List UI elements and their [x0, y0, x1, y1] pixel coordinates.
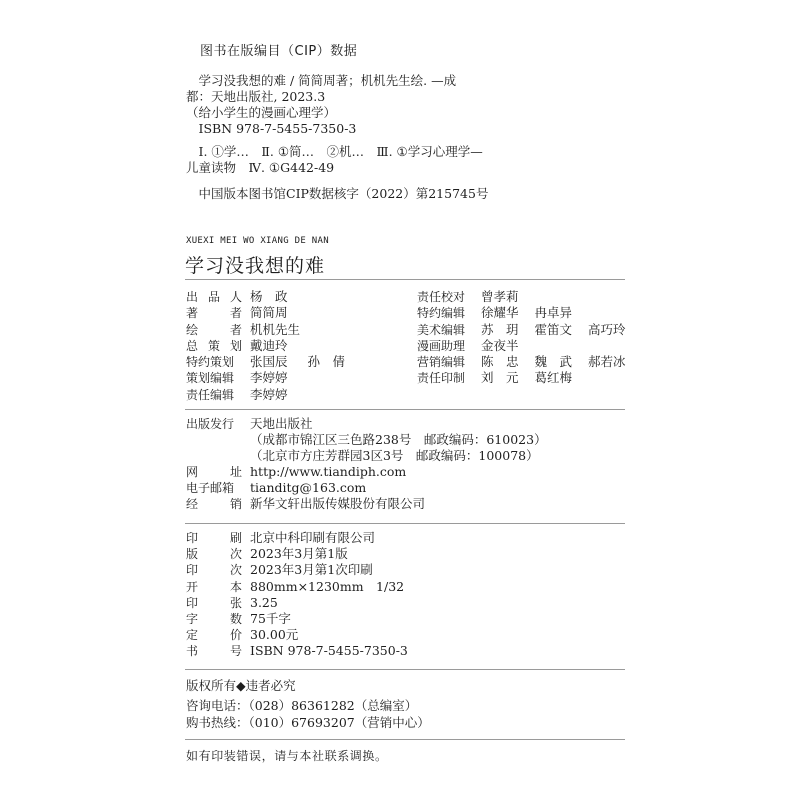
- person-name: 李婷婷: [250, 370, 288, 386]
- label-char: 电子邮箱: [186, 481, 235, 495]
- info-row: [186, 627, 408, 643]
- person-name: 简简周: [250, 305, 288, 321]
- cip-line: 学习没我想的难 / 简简周著；机机先生绘. —成: [186, 73, 457, 88]
- label-char: 策划编辑: [186, 371, 235, 386]
- info-label: [417, 338, 473, 354]
- info-value: 30.00元: [250, 627, 299, 643]
- person-name: 李婷婷: [250, 386, 288, 402]
- cip-heading: 图书在版编目（CIP）数据: [200, 44, 358, 59]
- label-char: 者: [229, 322, 242, 337]
- person-name: 戴迪玲: [250, 337, 288, 353]
- info-row: [417, 289, 626, 305]
- person-name: 魏 武: [534, 354, 573, 370]
- info-value: [250, 289, 288, 305]
- person-name: 徐耀华: [481, 305, 519, 321]
- book-title: 学习没我想的难: [185, 255, 326, 277]
- info-row: [186, 448, 547, 464]
- label-char: 责任印制: [417, 371, 466, 386]
- info-value: [481, 370, 572, 386]
- label-char: 出版发行: [186, 417, 235, 431]
- copyright-notice: 版权所有◆违者必究: [186, 678, 296, 693]
- info-row: [186, 643, 408, 659]
- label-char: 号: [229, 644, 242, 659]
- info-value: 北京中科印刷有限公司: [250, 530, 376, 545]
- person-name: 金夜半: [481, 337, 519, 353]
- divider: [185, 409, 625, 410]
- label-char: 价: [229, 628, 242, 643]
- label-char: 营销编辑: [417, 355, 466, 370]
- info-value: 天地出版社: [250, 416, 313, 431]
- info-row: [186, 611, 408, 627]
- label-char: 责任校对: [417, 290, 466, 304]
- person-name: 杨 政: [250, 289, 288, 304]
- info-label: [186, 322, 242, 338]
- info-row: [417, 322, 626, 338]
- info-row: [417, 305, 626, 321]
- info-value: 新华文轩出版传媒股份有限公司: [250, 496, 426, 511]
- label-char: 本: [229, 579, 242, 594]
- info-row: [186, 480, 547, 496]
- divider: [185, 669, 625, 670]
- info-label: [417, 305, 473, 321]
- info-label: [186, 464, 242, 480]
- info-value: http://www.tiandiph.com: [250, 464, 407, 479]
- cip-isbn: ISBN 978-7-5455-7350-3: [186, 121, 357, 136]
- divider: [185, 279, 625, 280]
- label-char: 销: [229, 497, 242, 511]
- info-value: 3.25: [250, 594, 278, 610]
- info-value: 75千字: [250, 610, 291, 626]
- info-value: [481, 289, 519, 305]
- label-char: 著: [186, 306, 199, 321]
- replacement-notice: 如有印装错误，请与本社联系调换。: [186, 749, 388, 763]
- info-row: [186, 416, 547, 432]
- person-name: 孙 倩: [307, 354, 346, 370]
- label-char: 美术编辑: [417, 322, 466, 337]
- info-label: [186, 416, 242, 432]
- info-row: [417, 338, 626, 354]
- staff-list-right: [417, 289, 626, 387]
- info-row: [186, 305, 345, 321]
- info-value: [250, 354, 345, 370]
- label-char: 印: [186, 531, 199, 545]
- info-label: [186, 370, 242, 386]
- info-value: [481, 322, 626, 338]
- person-name: 郝若冰: [588, 354, 626, 370]
- cip-record-number: 中国版本图书馆CIP数据核字（2022）第215745号: [186, 186, 489, 201]
- person-name: 霍笛文: [534, 321, 573, 337]
- label-char: 出: [186, 290, 199, 304]
- label-char: 经: [186, 497, 199, 511]
- info-label: [186, 627, 242, 643]
- label-char: 责任编辑: [186, 387, 235, 402]
- label-char: 书: [186, 644, 199, 659]
- info-label: [186, 562, 242, 578]
- info-value: [250, 305, 288, 321]
- info-row: [186, 370, 345, 386]
- info-value: 2023年3月第1版: [250, 546, 348, 562]
- book-title-pinyin: XUEXI MEI WO XIANG DE NAN: [186, 236, 329, 246]
- info-label: [417, 322, 473, 338]
- label-char: 划: [229, 338, 242, 353]
- label-char: 策: [207, 338, 220, 353]
- person-name: 苏 玥: [481, 321, 519, 337]
- label-char: 开: [186, 579, 199, 594]
- info-row: [186, 530, 408, 546]
- info-label: [186, 354, 242, 370]
- info-label: [186, 289, 242, 305]
- info-row: [186, 562, 408, 578]
- info-row: [186, 464, 547, 480]
- label-char: 字: [186, 611, 199, 626]
- info-label: [186, 387, 242, 403]
- info-value: [481, 338, 519, 354]
- divider: [185, 739, 625, 740]
- info-value: [250, 338, 288, 354]
- contact-phone: 咨询电话：（028）86361282（总编室）: [186, 698, 418, 713]
- label-char: 印: [186, 563, 199, 578]
- info-label: [186, 432, 242, 448]
- info-value: [250, 370, 288, 386]
- info-row: [186, 387, 345, 403]
- label-char: 次: [229, 563, 242, 578]
- info-label: [417, 354, 473, 370]
- info-value: 880mm×1230mm 1/32: [250, 578, 405, 594]
- sales-hotline: 购书热线：（010）67693207（营销中心）: [186, 715, 430, 730]
- label-char: 址: [229, 465, 242, 479]
- info-label: [186, 643, 242, 659]
- cip-classification: 儿童读物 Ⅳ. ①G442-49: [186, 160, 335, 175]
- info-row: [417, 370, 626, 386]
- info-row: [186, 595, 408, 611]
- info-label: [186, 338, 242, 354]
- info-label: [186, 448, 242, 464]
- info-value: （成都市锦江区三色路238号 邮政编码：610023）: [250, 432, 547, 447]
- publisher-info: [186, 416, 547, 512]
- info-row: [186, 338, 345, 354]
- label-char: 特约策划: [186, 355, 235, 370]
- info-label: [417, 289, 473, 305]
- info-value: 2023年3月第1次印刷: [250, 562, 373, 578]
- info-label: [186, 546, 242, 562]
- label-char: 定: [186, 628, 199, 643]
- info-value: [250, 387, 288, 403]
- label-char: 网: [186, 465, 199, 479]
- label-char: 版: [186, 547, 199, 562]
- label-char: 印: [186, 595, 199, 610]
- staff-list-left: [186, 289, 345, 403]
- info-label: [186, 579, 242, 595]
- info-row: [186, 432, 547, 448]
- info-row: [186, 546, 408, 562]
- info-row: [186, 354, 345, 370]
- cip-line: （给小学生的漫画心理学）: [186, 105, 337, 120]
- person-name: 曾孝莉: [481, 289, 519, 304]
- info-label: [186, 595, 242, 611]
- info-label: [186, 496, 242, 512]
- printing-info: [186, 530, 408, 660]
- cip-classification: Ⅰ. ①学… Ⅱ. ①简… ②机… Ⅲ. ①学习心理学—: [186, 144, 483, 159]
- label-char: 张: [229, 595, 242, 610]
- label-char: 品: [207, 290, 220, 304]
- info-value: （北京市方庄芳群园3区3号 邮政编码：100078）: [250, 448, 539, 463]
- info-label: [186, 305, 242, 321]
- label-char: 刷: [229, 531, 242, 545]
- person-name: 葛红梅: [534, 370, 573, 386]
- info-value: [481, 305, 572, 321]
- info-label: [417, 370, 473, 386]
- label-char: 特约编辑: [417, 306, 466, 321]
- info-row: [186, 322, 345, 338]
- person-name: 机机先生: [250, 321, 301, 337]
- info-label: [186, 611, 242, 627]
- person-name: 冉卓异: [534, 305, 573, 321]
- info-row: [186, 579, 408, 595]
- label-char: 漫画助理: [417, 338, 466, 353]
- cip-line: 都：天地出版社, 2023.3: [186, 89, 326, 104]
- label-char: 总: [186, 338, 199, 353]
- label-char: 者: [229, 306, 242, 321]
- info-label: [186, 530, 242, 546]
- info-row: [186, 289, 345, 305]
- info-label: [186, 480, 242, 496]
- person-name: 张国辰: [250, 354, 288, 370]
- info-value: tianditg@163.com: [250, 480, 367, 495]
- label-char: 人: [229, 290, 242, 304]
- info-row: [186, 496, 547, 512]
- info-value: [250, 322, 300, 338]
- person-name: 刘 元: [481, 370, 519, 386]
- info-value: [481, 354, 626, 370]
- divider: [185, 523, 625, 524]
- person-name: 陈 忠: [481, 354, 519, 370]
- info-row: [417, 354, 626, 370]
- label-char: 绘: [186, 322, 199, 337]
- info-value: ISBN 978-7-5455-7350-3: [250, 643, 408, 659]
- label-char: 数: [229, 611, 242, 626]
- label-char: 次: [229, 547, 242, 562]
- person-name: 高巧玲: [588, 321, 626, 337]
